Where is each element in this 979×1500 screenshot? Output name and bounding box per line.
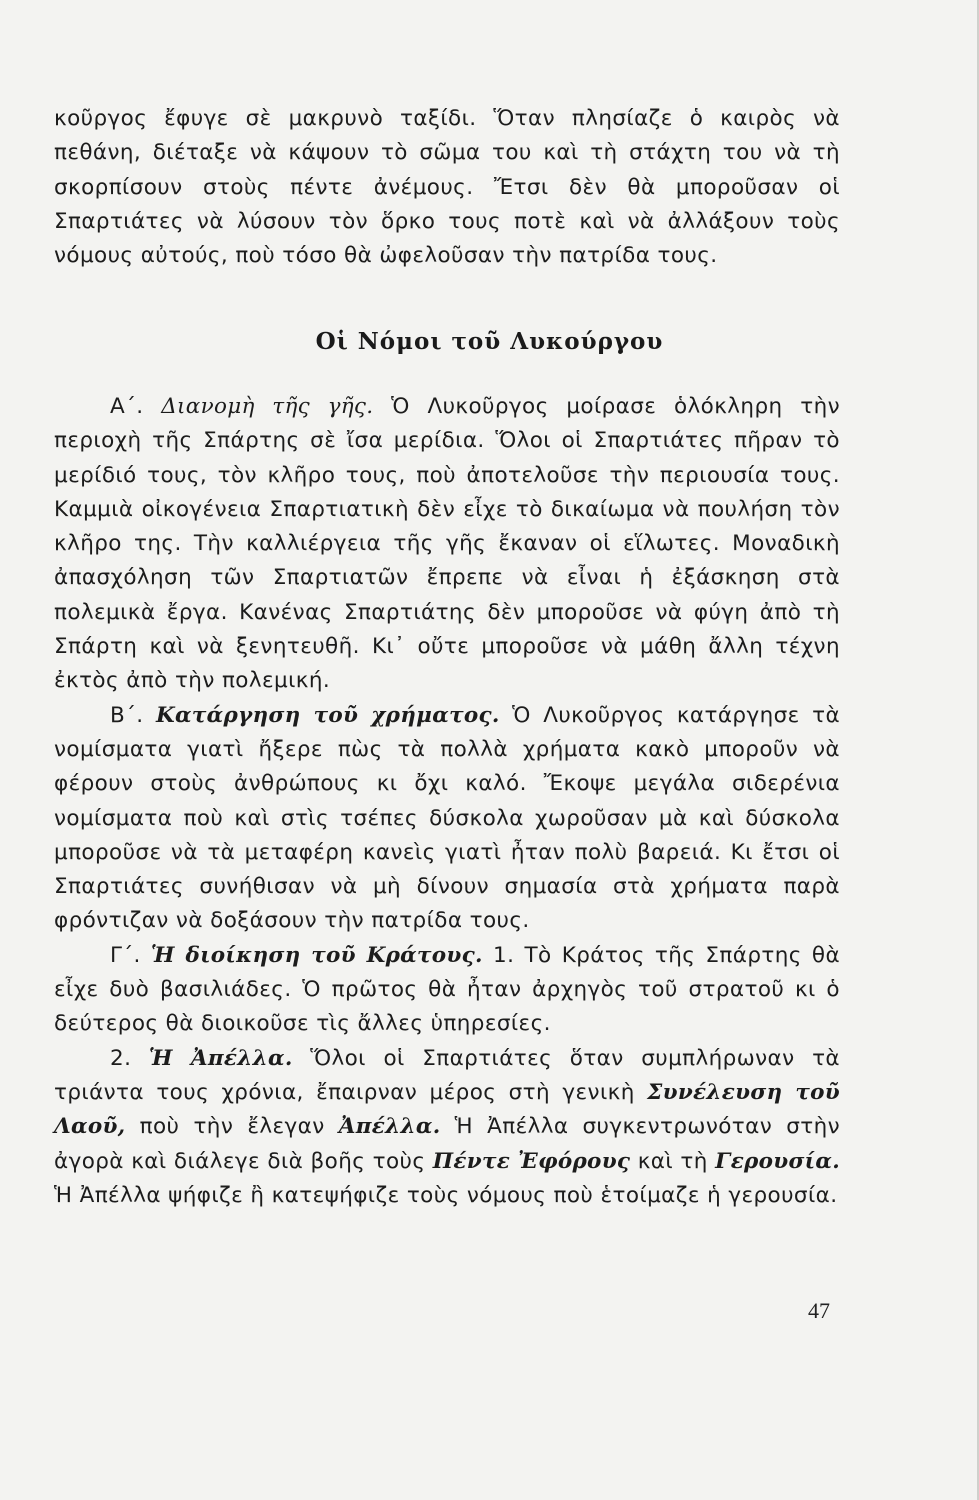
term-gerousia: Γερουσία.	[715, 1148, 841, 1174]
term-apella: Ἀπέλλα.	[338, 1114, 441, 1140]
section-a-body: Ὁ Λυκοῦργος μοίρασε ὁλόκληρη τὴν περιοχὴ τῆς Σπάρτης σὲ ἴσα μερίδια. Ὅλοι οἱ Σπαρτιάτες πῆραν τὸ μερίδιό τους, τὸν κλῆρο τους, ποὺ ἀποτελοῦσε τὴν περιουσία τους. Καμμιὰ οἰκογένεια Σπαρτιατικὴ δὲν εἶχε τὸ δικαίωμα νὰ πουλήση τὸν κλῆρο της. Τὴν καλλιέργεια τῆς γῆς ἔκαναν οἱ εἵλωτες. Μοναδικὴ ἀπασχόληση τῶν Σπαρτιατῶν ἔπρεπε νὰ εἶναι ἡ ἐξάσκηση στὰ πολεμικὰ ἔργα. Κανένας Σπαρτιάτης δὲν μποροῦσε νὰ φύγη ἀπὸ τὴ Σπάρτη καὶ νὰ ξενητευθῆ. Κι᾿ οὔτε μποροῦσε νὰ μάθη ἄλλη τέχνη ἐκτὸς ἀπὸ τὴν πολεμική.	[54, 394, 841, 694]
section-a-title: Διανομὴ τῆς γῆς.	[161, 394, 374, 419]
section-c-title: Ἡ διοίκηση τοῦ Κράτους.	[150, 942, 483, 968]
item2-text-2: ποὺ τὴν ἔλεγαν	[139, 1114, 325, 1140]
item2-text-4: καὶ τὴ	[637, 1148, 708, 1174]
term-synelefsi: Συνέλευση τοῦ Λαοῦ,	[54, 1079, 841, 1140]
item2-text-5: Ἡ Ἀπέλλα ψήφιζε ἢ κατεψήφιζε τοὺς νόμους ποὺ ἑτοίμαζε ἡ γερουσία.	[54, 1182, 838, 1208]
section-c-label: Γ΄.	[110, 942, 141, 968]
page-number: 47	[808, 1298, 830, 1323]
section-c-item1-number: 1.	[492, 942, 515, 968]
section-heading: Οἱ Νόμοι τοῦ Λυκούργου	[315, 328, 664, 355]
section-b-body: Ὁ Λυκοῦργος κατάργησε τὰ νομίσματα γιατὶ ἤξερε πὼς τὰ πολλὰ χρήματα κακὸ μποροῦν νὰ φέρουν στοὺς ἀνθρώπους κι ὄχι καλό. Ἔκοψε μεγάλα σιδερένια νομίσματα ποὺ καὶ στὶς τσέπες δύσκολα χωροῦσαν μὰ καὶ δύσκολα μποροῦσε νὰ τὰ μεταφέρη κανεὶς γιατὶ ἦταν πολὺ βαρειά. Κι ἔτσι οἱ Σπαρτιάτες συνήθισαν νὰ μὴ δίνουν σημασία στὰ χρήματα παρὰ φρόντιζαν νὰ δοξάσουν τὴν πατρίδα τους.	[54, 702, 841, 934]
section-c-item2-number: 2.	[110, 1045, 132, 1071]
intro-block	[54, 102, 840, 273]
section-a-label: Α΄.	[110, 394, 144, 419]
section-c-item1-body: Τὸ Κράτος τῆς Σπάρτης θὰ εἶχε δυὸ βασιλιάδες. Ὁ πρῶτος θὰ ἦταν ἀρχηγὸς τοῦ στρατοῦ κι ὁ δεύτερος θὰ διοικοῦσε τὶς ἄλλες ὑπηρεσίες.	[54, 942, 841, 1037]
section-c-item2-title: Ἡ Ἀπέλλα.	[148, 1045, 293, 1071]
section-b-title: Κατάργηση τοῦ χρήματος.	[156, 702, 500, 728]
item2-text-1: Ὅλοι οἱ Σπαρτιάτες ὅταν συμπλήρωναν τὰ τριάντα τους χρόνια, ἔπαιρναν μέρος στὴ γενικὴ	[54, 1045, 841, 1105]
section-c-item2-paragraph	[54, 1042, 840, 1213]
section-c-paragraph	[54, 939, 840, 1042]
laws-block	[54, 390, 840, 1213]
item2-text-3: Ἡ Ἀπέλλα συγκεντρωνόταν στὴν ἀγορὰ καὶ διάλεγε διὰ βοῆς τοὺς	[54, 1114, 841, 1174]
term-pente-eforous: Πέντε Ἐφόρους	[432, 1148, 631, 1174]
intro-paragraph: κοῦργος ἔφυγε σὲ μακρυνὸ ταξίδι. Ὅταν πλησίαζε ὁ καιρὸς νὰ πεθάνη, διέταξε νὰ κάψουν τὸ σῶμα του καὶ τὴ στάχτη του νὰ τὴ σκορπίσουν στοὺς πέντε ἀνέμους. Ἔτσι δὲν θὰ μποροῦσαν οἱ Σπαρτιάτες νὰ λύσουν τὸν ὅρκο τους ποτὲ καὶ νὰ ἀλλάξουν τοὺς νόμους αὐτούς, ποὺ τόσο θὰ ὠφελοῦσαν τὴν πατρίδα τους.	[54, 106, 840, 269]
section-b-label: Β΄.	[110, 702, 144, 728]
section-b-paragraph	[54, 699, 840, 939]
section-a-paragraph	[54, 390, 840, 699]
